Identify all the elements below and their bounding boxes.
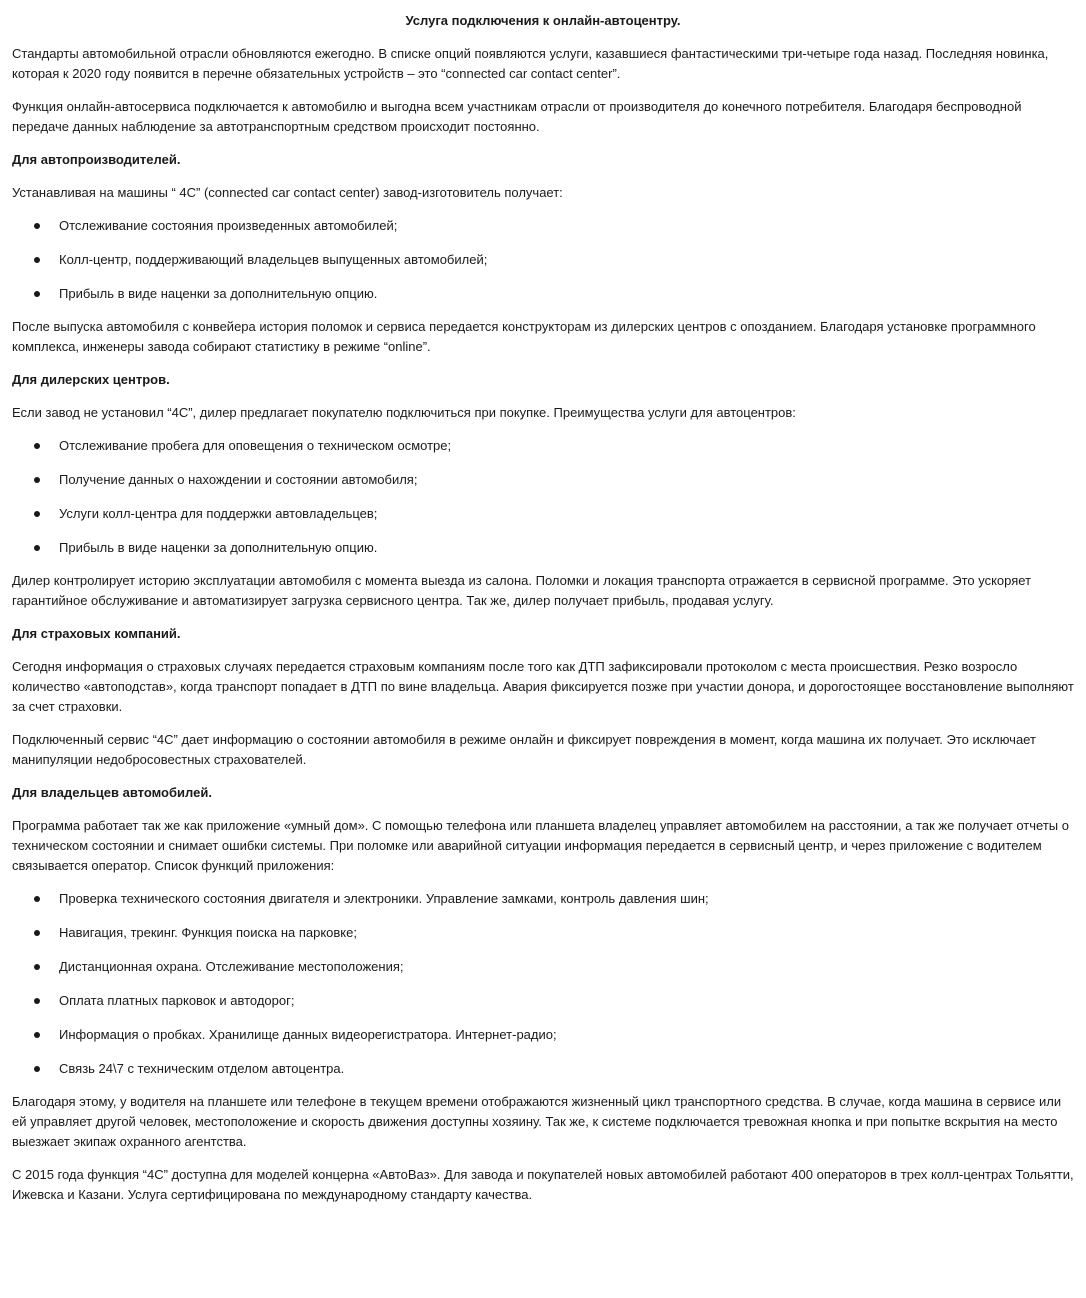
list-item-text: Оплата платных парковок и автодорог; xyxy=(59,993,295,1008)
section-paragraph-manufacturers: После выпуска автомобиля с конвейера история поломок и сервиса передается конструкторам из дилерских центров с опозданием. Благодаря установке программного комплекса, инженеры завода собирают статистику в режиме “online”. xyxy=(12,319,1036,354)
bullet-icon xyxy=(34,998,40,1004)
section-lead-owners: Программа работает так же как приложение «умный дом». С помощью телефона или планшета владелец управляет автомобилем на расстоянии, а так же получает отчеты о техническом состоянии и снимает ошибки системы. При поломке или аварийной ситуации информация передается в сервисный центр, и через приложение с водителем связывается оператор. Список функций приложения: xyxy=(12,818,1069,873)
section-paragraph-dealers: Дилер контролирует историю эксплуатации автомобиля с момента выезда из салона. Поломки и локация транспорта отражается в сервисной программе. Это ускоряет гарантийное обслуживание и автоматизирует загрузка сервисного центра. Так же, дилер получает прибыль, продавая услугу. xyxy=(12,573,1032,608)
list-item-text: Отслеживание состояния произведенных автомобилей; xyxy=(59,218,398,233)
list-item xyxy=(12,1059,1074,1079)
list-item-text: Связь 24\7 с техническим отделом автоцентра. xyxy=(59,1061,345,1076)
bullet-icon xyxy=(34,1066,40,1072)
intro-paragraph-2: Функция онлайн-автосервиса подключается к автомобилю и выгодна всем участникам отрасли от производителя до конечного потребителя. Благодаря беспроводной передаче данных наблюдение за автотранспортным средством происходит постоянно. xyxy=(12,99,1022,134)
bullet-icon xyxy=(34,443,40,449)
section-heading-insurance: Для страховых компаний. xyxy=(12,626,181,641)
list-item-text: Услуги колл-центра для поддержки автовладельцев; xyxy=(59,506,378,521)
list-item xyxy=(12,436,1074,456)
list-item xyxy=(12,1025,1074,1045)
list-item xyxy=(12,889,1074,909)
list-item xyxy=(12,470,1074,490)
bullet-icon xyxy=(34,223,40,229)
bullet-icon xyxy=(34,291,40,297)
list-item xyxy=(12,250,1074,270)
list-item xyxy=(12,216,1074,236)
section-lead-insurance: Сегодня информация о страховых случаях передается страховым компаниям после того как ДТП зафиксировали протоколом с места происшествия. Резко возросло количество «автоподстав», когда транспорт попадает в ДТП по вине владельца. Авария фиксируется позже при участии донора, и дорогостоящее восстановление выполняют за счет страховки. xyxy=(12,659,1074,714)
list-item xyxy=(12,504,1074,524)
list-item xyxy=(12,538,1074,558)
bullet-list-owners xyxy=(12,889,1074,1079)
list-item-text: Прибыль в виде наценки за дополнительную опцию. xyxy=(59,286,378,301)
bullet-icon xyxy=(34,930,40,936)
bullet-icon xyxy=(34,1032,40,1038)
section-paragraph-insurance: Подключенный сервис “4С” дает информацию о состоянии автомобиля в режиме онлайн и фиксирует повреждения в момент, когда машина их получает. Это исключает манипуляции недобросовестных страхователей. xyxy=(12,732,1036,767)
bullet-list-manufacturers xyxy=(12,216,1074,304)
list-item xyxy=(12,957,1074,977)
list-item-text: Дистанционная охрана. Отслеживание местоположения; xyxy=(59,959,404,974)
section-heading-manufacturers: Для автопроизводителей. xyxy=(12,152,181,167)
list-item xyxy=(12,923,1074,943)
list-item-text: Информация о пробках. Хранилище данных видеорегистратора. Интернет-радио; xyxy=(59,1027,557,1042)
section-paragraph-owners-2: С 2015 года функция “4С” доступна для моделей концерна «АвтоВаз». Для завода и покупателей новых автомобилей работают 400 операторов в трех колл-центрах Тольятти, Ижевска и Казани. Услуга сертифицирована по международному стандарту качества. xyxy=(12,1167,1074,1202)
bullet-icon xyxy=(34,257,40,263)
document-title: Услуга подключения к онлайн-автоцентру. xyxy=(405,13,681,28)
bullet-list-dealers xyxy=(12,436,1074,558)
bullet-icon xyxy=(34,964,40,970)
list-item-text: Проверка технического состояния двигателя и электроники. Управление замками, контроль давления шин; xyxy=(59,891,709,906)
section-lead-dealers: Если завод не установил “4С”, дилер предлагает покупателю подключиться при покупке. Преимущества услуги для автоцентров: xyxy=(12,405,796,420)
bullet-icon xyxy=(34,511,40,517)
list-item-text: Прибыль в виде наценки за дополнительную опцию. xyxy=(59,540,378,555)
section-paragraph-owners-1: Благодаря этому, у водителя на планшете или телефоне в текущем времени отображаются жизненный цикл транспортного средства. В случае, когда машина в сервисе или ей управляет другой человек, местоположение и скорость движения доступны хозяину. Так же, к системе подключается тревожная кнопка и при попытке вскрытия на место выезжает экипаж охранного агентства. xyxy=(12,1094,1062,1149)
intro-paragraph-1: Стандарты автомобильной отрасли обновляются ежегодно. В списке опций появляются услуги, казавшиеся фантастическими три-четыре года назад. Последняя новинка, которая к 2020 году появится в перечне обязательных устройств – это “connected car contact center”. xyxy=(12,46,1049,81)
list-item-text: Навигация, трекинг. Функция поиска на парковке; xyxy=(59,925,357,940)
bullet-icon xyxy=(34,896,40,902)
list-item-text: Колл-центр, поддерживающий владельцев выпущенных автомобилей; xyxy=(59,252,488,267)
list-item-text: Отслеживание пробега для оповещения о техническом осмотре; xyxy=(59,438,452,453)
list-item xyxy=(12,284,1074,304)
section-heading-owners: Для владельцев автомобилей. xyxy=(12,785,212,800)
section-heading-dealers: Для дилерских центров. xyxy=(12,372,170,387)
section-lead-manufacturers: Устанавливая на машины “ 4С” (connected car contact center) завод-изготовитель получает: xyxy=(12,185,563,200)
list-item xyxy=(12,991,1074,1011)
bullet-icon xyxy=(34,477,40,483)
bullet-icon xyxy=(34,545,40,551)
list-item-text: Получение данных о нахождении и состоянии автомобиля; xyxy=(59,472,418,487)
